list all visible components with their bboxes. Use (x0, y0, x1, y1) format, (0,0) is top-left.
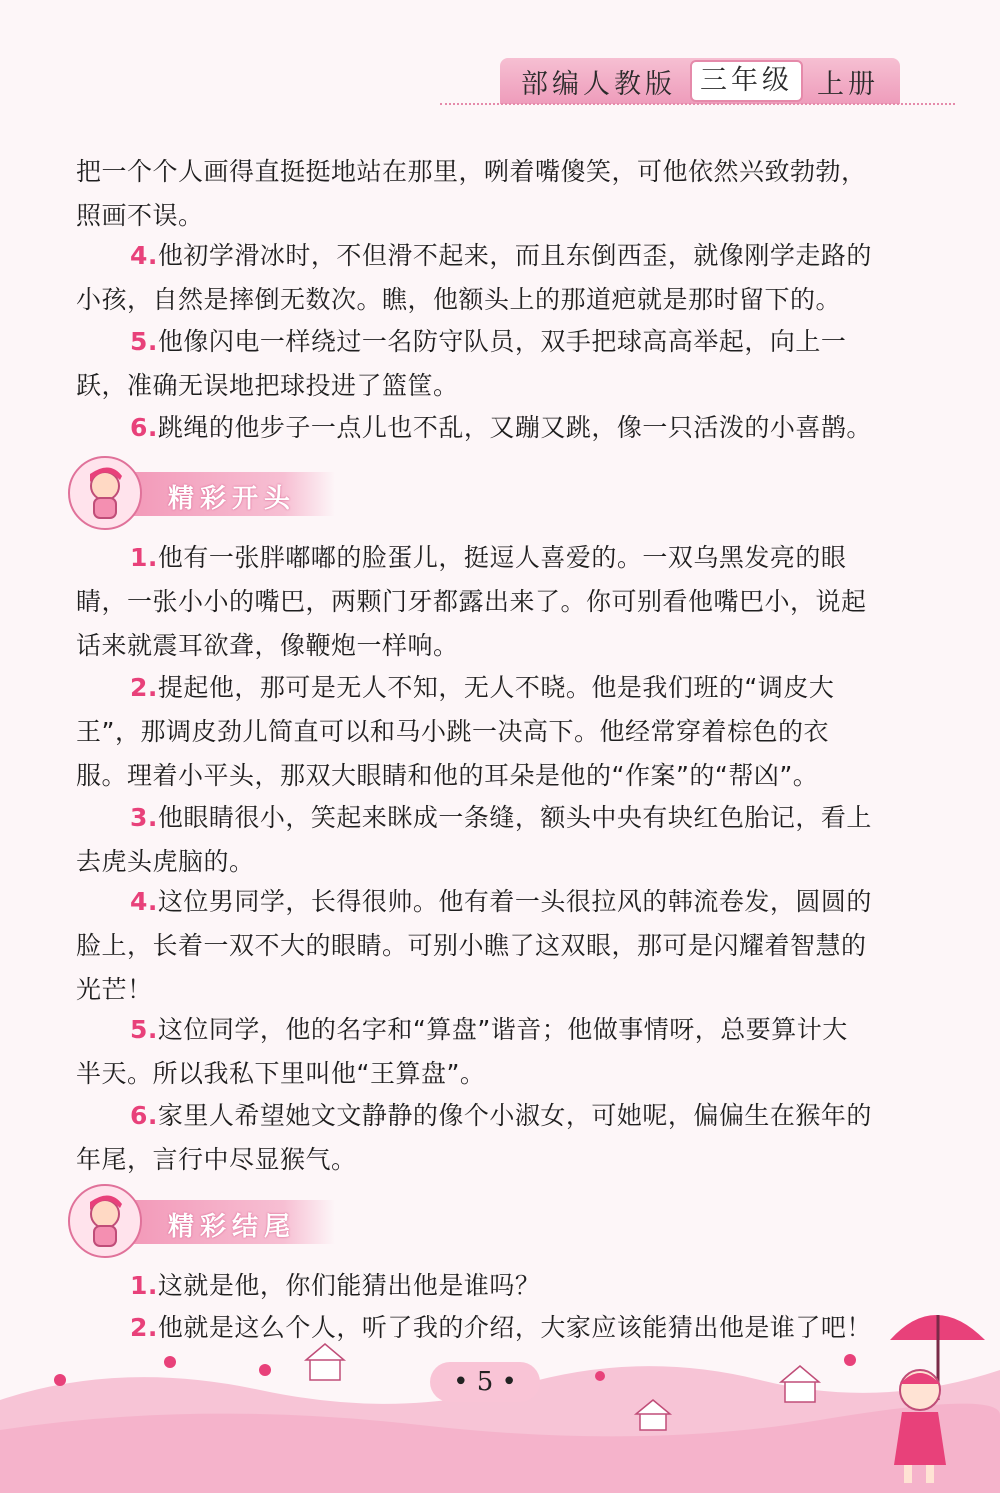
mascot-icon (68, 1184, 142, 1258)
mascot-icon (68, 456, 142, 530)
paragraph: 6.家里人希望她文文静静的像个小淑女，可她呢，偏偏生在猴年的 年尾，言行中尽显猴气。 (76, 1101, 872, 1174)
paragraph: 把一个个人画得直挺挺地站在那里，咧着嘴傻笑，可他依然兴致勃勃， 照画不误。 (76, 157, 867, 230)
page-number: • 5 • (430, 1362, 540, 1402)
section-banner-ending (80, 1200, 335, 1244)
paragraph: 1.这就是他，你们能猜出他是谁吗？ (130, 1271, 541, 1300)
section-title: 精彩开头 (168, 484, 297, 514)
paragraph: 5.这位同学，他的名字和“算盘”谐音；他做事情呀，总要算计大 半天。所以我私下里叫他“王算盘”。 (76, 1015, 848, 1088)
edition-label: 部编人教版 (521, 68, 676, 100)
paragraph: 1.他有一张胖嘟嘟的脸蛋儿，挺逗人喜爱的。一双乌黑发亮的眼 睛，一张小小的嘴巴，两颗门牙都露出来了。你可别看他嘴巴小，说起 话来就震耳欲聋，像鞭炮一样响。 (76, 543, 867, 660)
paragraph: 4.这位男同学，长得很帅。他有着一头很拉风的韩流卷发，圆圆的 脸上，长着一双不大的眼睛。可别小瞧了这双眼，那可是闪耀着智慧的 光芒！ (76, 887, 872, 1004)
page-header (500, 58, 900, 104)
paragraph: 2.提起他，那可是无人不知，无人不晓。他是我们班的“调皮大 王”，那调皮劲儿简直可以和马小跳一决高下。他经常穿着棕色的衣 服。理着小平头，那双大眼睛和他的耳朵是他的“作案”的“帮凶”。 (76, 673, 835, 790)
grade-label: 三年级 (690, 60, 803, 102)
section-title: 精彩结尾 (168, 1212, 297, 1242)
volume-label: 上册 (817, 68, 879, 100)
header-divider (440, 103, 955, 105)
paragraph: 6.跳绳的他步子一点儿也不乱，又蹦又跳，像一只活泼的小喜鹊。 (130, 413, 872, 442)
paragraph: 2.他就是这么个人，听了我的介绍，大家应该能猜出他是谁了吧！ (130, 1313, 872, 1342)
paragraph: 4.他初学滑冰时，不但滑不起来，而且东倒西歪，就像刚学走路的 小孩，自然是摔倒无数次。瞧，他额头上的那道疤就是那时留下的。 (76, 241, 872, 314)
paragraph: 3.他眼睛很小，笑起来眯成一条缝，额头中央有块红色胎记，看上 去虎头虎脑的。 (76, 803, 872, 876)
paragraph: 5.他像闪电一样绕过一名防守队员，双手把球高高举起，向上一 跃，准确无误地把球投进了篮筐。 (76, 327, 847, 400)
girl-umbrella-icon (880, 1300, 990, 1490)
section-banner-opening (80, 472, 335, 516)
